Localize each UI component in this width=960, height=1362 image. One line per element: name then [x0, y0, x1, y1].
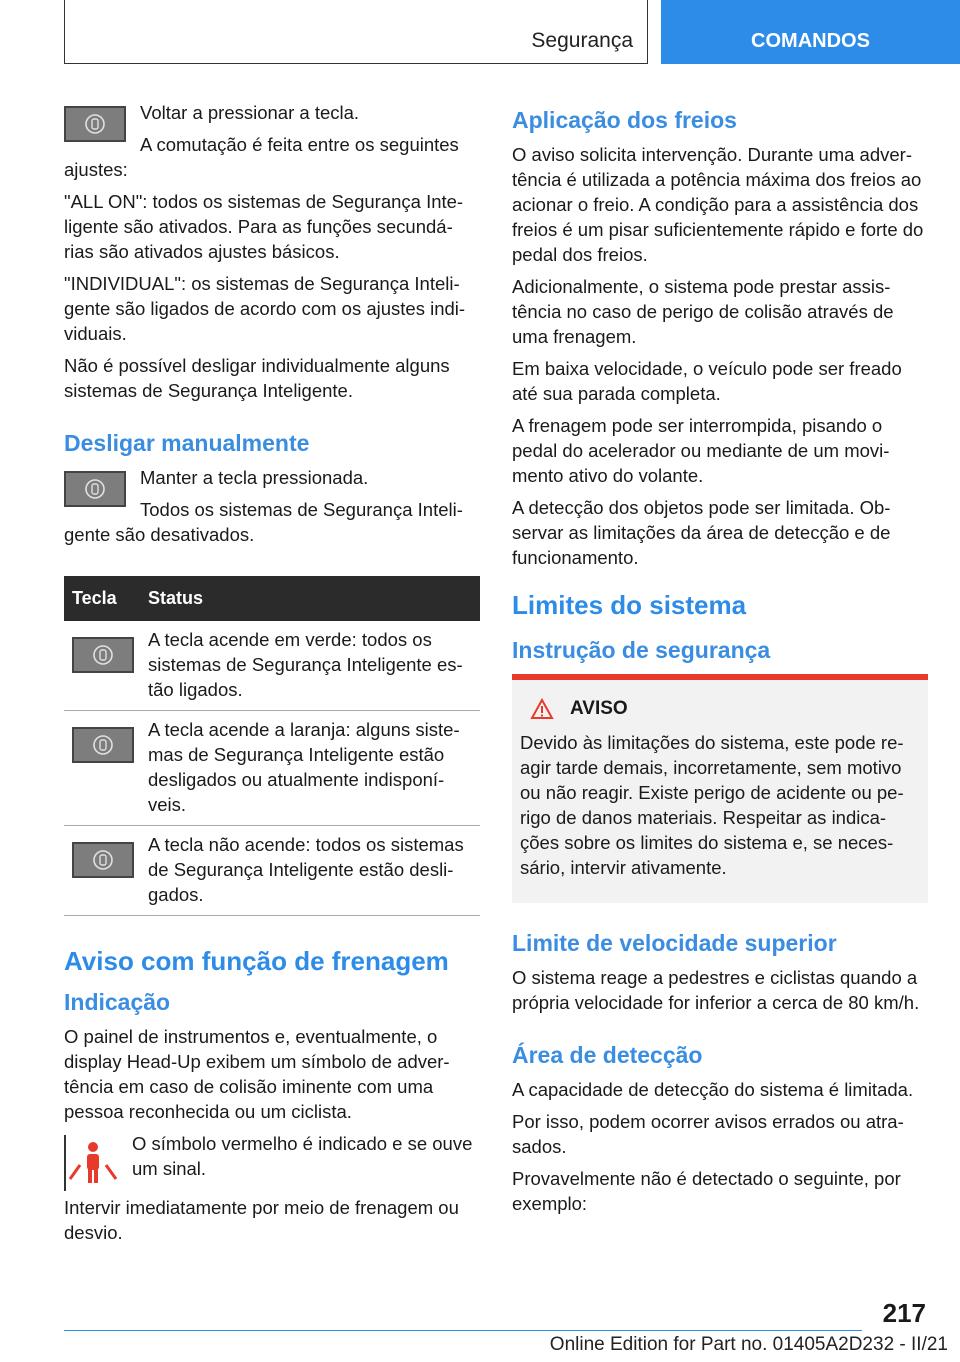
paragraph: Em baixa velocidade, o veículo pode ser freado até sua parada completa.	[512, 358, 902, 404]
safety-key-icon	[72, 727, 134, 763]
heading-aplicacao: Aplicação dos freios	[512, 107, 737, 133]
table-header-tecla: Tecla	[64, 576, 140, 621]
pedestrian-warning-icon	[64, 1135, 120, 1191]
warning-text: Devido às limitações do sistema, este pode re-agir tarde demais, incorretamente, sem motivo ou não reagir. Existe perigo de acidente ou pe-rigo de danos materiais. Respeitar as indica-ções sobre os limites do sistema e, se neces-sário, intervir ativamente.	[520, 732, 904, 878]
paragraph: Por isso, podem ocorrer avisos errados ou atra-sados.	[512, 1111, 904, 1157]
table-cell: A tecla acende a laranja: alguns siste-mas de Segurança Inteligente estão desligados ou atualmente indisponí-veis.	[140, 711, 480, 826]
paragraph: Todos os sistemas de Segurança Inteli-gente são desativados.	[64, 499, 463, 545]
table-header-status: Status	[140, 576, 480, 621]
heading-limite-velocidade: Limite de velocidade superior	[512, 930, 837, 956]
header-chapter: COMANDOS	[661, 0, 960, 64]
header-box	[64, 0, 648, 64]
paragraph: Adicionalmente, o sistema pode prestar assis-tência no caso de perigo de colisão através de uma frenagem.	[512, 276, 894, 347]
table-row	[64, 826, 480, 916]
heading-instrucao: Instrução de segurança	[512, 637, 771, 663]
paragraph: O painel de instrumentos e, eventualmente, o display Head-Up exibem um símbolo de adver-tência em caso de colisão iminente com uma pessoa reconhecida ou um ciclista.	[64, 1026, 450, 1122]
paragraph: Não é possível desligar individualmente alguns sistemas de Segurança Inteligente.	[64, 355, 450, 401]
table-row	[64, 711, 480, 826]
heading-indicacao: Indicação	[64, 989, 171, 1015]
safety-key-icon	[72, 842, 134, 878]
paragraph: A frenagem pode ser interrompida, pisando o pedal do acelerador ou mediante de um movi-mento ativo do volante.	[512, 415, 890, 486]
paragraph: A capacidade de detecção do sistema é limitada.	[512, 1079, 914, 1100]
paragraph: Intervir imediatamente por meio de frenagem ou desvio.	[64, 1197, 459, 1243]
safety-key-icon	[64, 471, 126, 507]
paragraph: O símbolo vermelho é indicado e se ouve um sinal.	[132, 1133, 473, 1179]
paragraph: "ALL ON": todos os sistemas de Segurança Inte-ligente são ativados. Para as funções secundá-rias são ativados ajustes básicos.	[64, 191, 464, 262]
heading-area: Área de detecção	[512, 1042, 703, 1068]
paragraph: A comutação é feita entre os seguintes ajustes:	[64, 134, 459, 180]
heading-aviso: Aviso com função de frenagem	[64, 946, 449, 976]
warning-box	[512, 674, 928, 903]
heading-limites: Limites do sistema	[512, 590, 747, 620]
right-column	[512, 100, 928, 1223]
warning-triangle-icon	[530, 698, 554, 720]
table-cell: A tecla não acende: todos os sistemas de Segurança Inteligente estão desli-gados.	[140, 826, 480, 916]
warning-title: AVISO	[530, 698, 918, 720]
paragraph: O aviso solicita intervenção. Durante uma adver-tência é utilizada a potência máxima dos freios ao acionar o freio. A condição para a assistência dos freios é um pisar suficientemente rápido e forte do pedal dos freios.	[512, 144, 924, 265]
left-column	[64, 100, 480, 1252]
safety-key-icon	[64, 106, 126, 142]
footer-divider	[64, 1330, 862, 1331]
table-row	[64, 621, 480, 711]
paragraph: "INDIVIDUAL": os sistemas de Segurança Inteli-gente são ligados de acordo com os ajustes indi-viduais.	[64, 273, 466, 344]
heading-desligar: Desligar manualmente	[64, 430, 310, 456]
table-cell: A tecla acende em verde: todos os sistemas de Segurança Inteligente es-tão ligados.	[140, 621, 480, 711]
page-number: 217	[882, 1298, 926, 1328]
footer-edition: Online Edition for Part no. 01405A2D232 - II/21	[549, 1334, 948, 1355]
status-table	[64, 576, 480, 916]
paragraph: Manter a tecla pressionada.	[140, 467, 369, 488]
header-section: Segurança	[531, 29, 633, 52]
paragraph: O sistema reage a pedestres e ciclistas quando a própria velocidade for inferior a cerca de 80 km/h.	[512, 967, 920, 1013]
paragraph: Provavelmente não é detectado o seguinte, por exemplo:	[512, 1168, 901, 1214]
paragraph: Voltar a pressionar a tecla.	[140, 102, 360, 123]
paragraph: A detecção dos objetos pode ser limitada. Ob-servar as limitações da área de detecção e de funcionamento.	[512, 497, 891, 568]
safety-key-icon	[72, 637, 134, 673]
